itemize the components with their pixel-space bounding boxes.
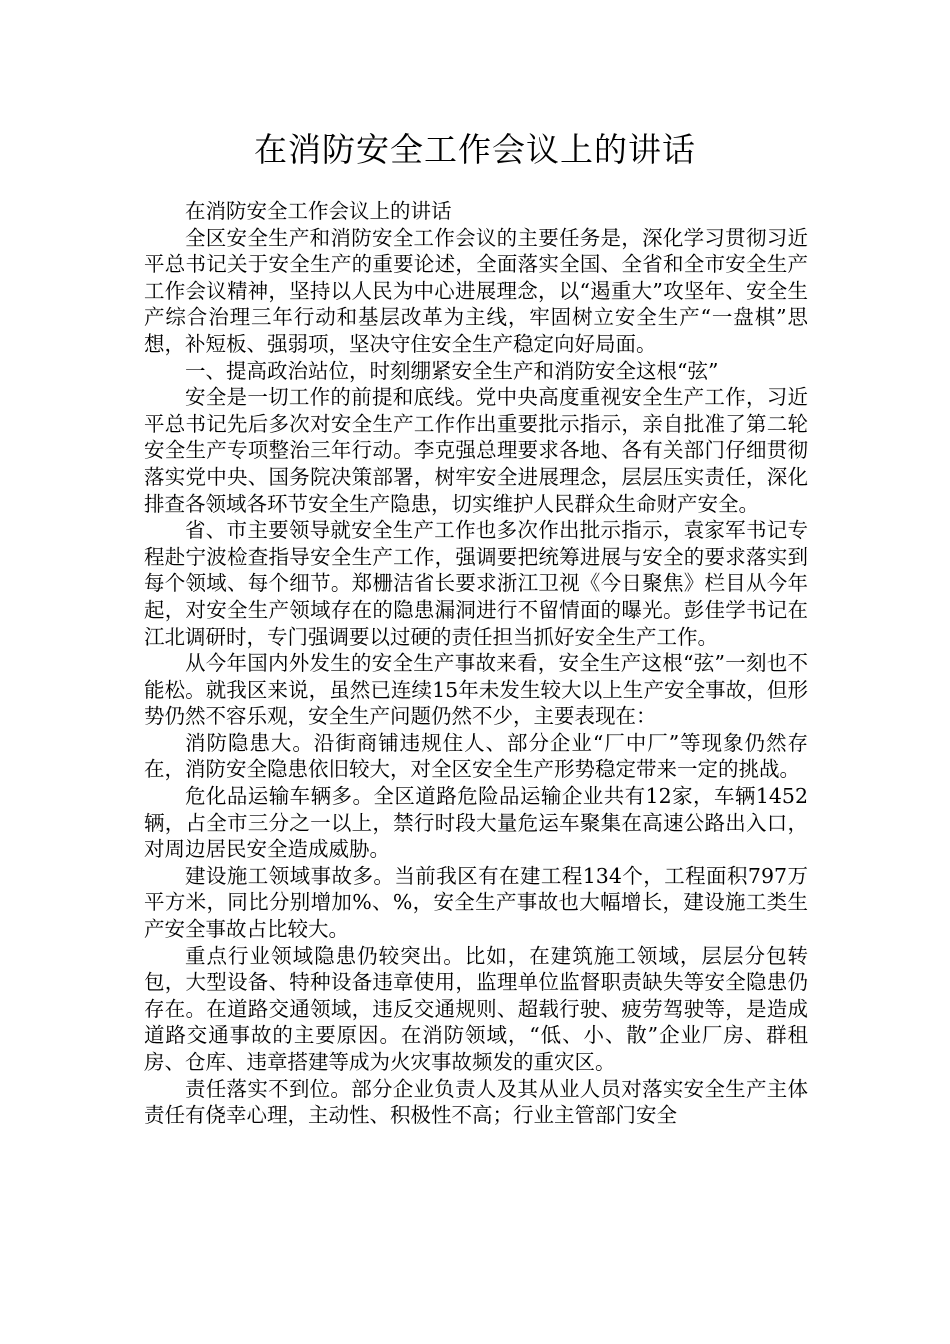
paragraph: 从今年国内外发生的安全生产事故来看，安全生产这根“弦”一刻也不能松。就我区来说，虽然已连续15年未发生较大以上生产安全事故，但形势仍然不容乐观，安全生产问题仍然不少，主要表现在：: [144, 651, 808, 729]
paragraph: 建设施工领域事故多。当前我区有在建工程134个，工程面积797万平方米，同比分别增加%、%，安全生产事故也大幅增长，建设施工类生产安全事故占比较大。: [144, 863, 808, 942]
paragraph: 危化品运输车辆多。全区道路危险品运输企业共有12家，车辆1452辆，占全市三分之一以上，禁行时段大量危运车聚集在高速公路出入口，对周边居民安全造成威胁。: [144, 784, 808, 862]
paragraph: 安全是一切工作的前提和底线。党中央高度重视安全生产工作，习近平总书记先后多次对安全生产工作作出重要批示指示，亲自批准了第二轮安全生产专项整治三年行动。李克强总理要求各地、各有关部门仔细贯彻落实党中央、国务院决策部署，树牢安全进展理念，层层压实责任，深化排查各领域各环节安全生产隐患，切实维护人民群众生命财产安全。: [144, 385, 808, 516]
paragraph: 重点行业领域隐患仍较突出。比如，在建筑施工领域，层层分包转包，大型设备、特种设备违章使用，监理单位监督职责缺失等安全隐患仍存在。在道路交通领域，违反交通规则、超载行驶、疲劳驾驶等，是造成道路交通事故的主要原因。在消防领域，“低、小、散”企业厂房、群租房、仓库、违章搭建等成为火灾事故频发的重灾区。: [144, 943, 808, 1074]
paragraph-intro: 全区安全生产和消防安全工作会议的主要任务是，深化学习贯彻习近平总书记关于安全生产的重要论述，全面落实全国、全省和全市安全生产工作会议精神，坚持以人民为中心进展理念，以“遏重大”攻坚年、安全生产综合治理三年行动和基层改革为主线，牢固树立安全生产“一盘棋”思想，补短板、强弱项，坚决守住安全生产稳定向好局面。: [144, 225, 808, 356]
paragraph-subtitle: 在消防安全工作会议上的讲话: [185, 199, 452, 223]
paragraph: 省、市主要领导就安全生产工作也多次作出批示指示，袁家军书记专程赴宁波检查指导安全生产工作，强调要把统筹进展与安全的要求落实到每个领域、每个细节。郑栅洁省长要求浙江卫视《今日聚焦》栏目从今年起，对安全生产领域存在的隐患漏洞进行不留情面的曝光。彭佳学书记在江北调研时，专门强调要以过硬的责任担当抓好安全生产工作。: [144, 518, 808, 649]
paragraph: 责任落实不到位。部分企业负责人及其从业人员对落实安全生产主体责任有侥幸心理，主动性、积极性不高；行业主管部门安全: [144, 1076, 808, 1128]
document-title: 在消防安全工作会议上的讲话: [254, 130, 696, 169]
section-heading-1: 一、提高政治站位，时刻绷紧安全生产和消防安全这根“弦”: [185, 358, 719, 383]
paragraph: 消防隐患大。沿街商铺违规住人、部分企业“厂中厂”等现象仍然存在，消防安全隐患依旧较大，对全区安全生产形势稳定带来一定的挑战。: [144, 730, 808, 782]
document-body: [144, 198, 808, 1129]
